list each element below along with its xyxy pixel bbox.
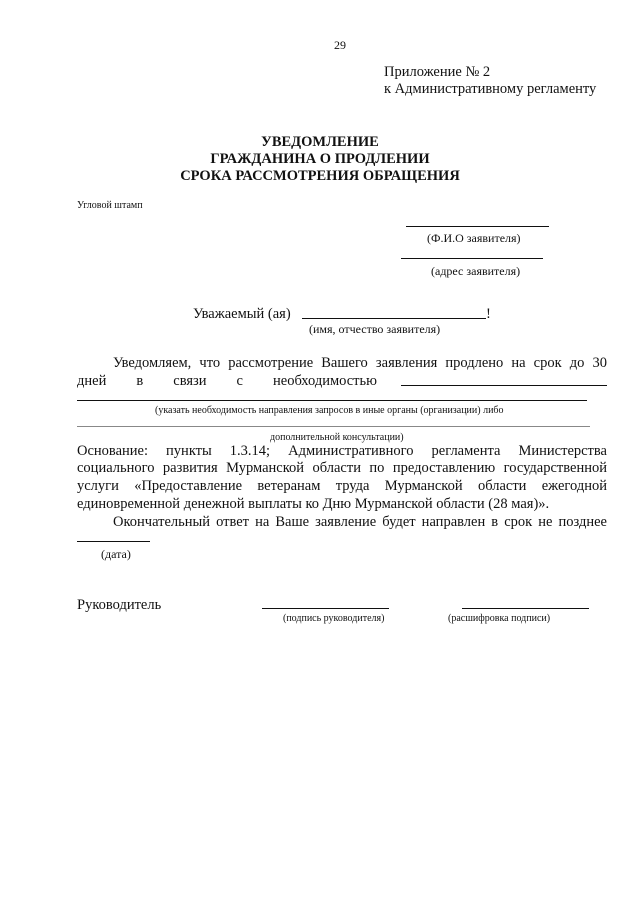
notice-word: в — [136, 373, 144, 389]
necessity-line — [401, 385, 607, 386]
greeting-exclamation: ! — [486, 306, 491, 322]
final-answer-line: Окончательный ответ на Ваше заявление будет направлен в срок не позднее — [113, 514, 607, 530]
date-line — [77, 541, 150, 542]
signature-decode-line — [462, 608, 589, 609]
appendix-line1: Приложение № 2 — [384, 64, 491, 80]
basis-line2: социального развития Мурманской области по предоставлению государственной — [77, 460, 607, 476]
notice-word: с — [236, 373, 243, 389]
date-caption: (дата) — [101, 547, 131, 561]
reason-caption: (указать необходимость направления запросов в иные органы (организации) либо — [155, 405, 504, 416]
page-number: 29 — [334, 38, 346, 52]
notice-line2 — [77, 372, 377, 390]
reason-line-2 — [77, 426, 590, 427]
notice-word: связи — [173, 373, 207, 389]
applicant-address-line — [401, 258, 543, 259]
title-line3: СРОКА РАССМОТРЕНИЯ ОБРАЩЕНИЯ — [180, 168, 460, 184]
signature-decode-caption: (расшифровка подписи) — [448, 613, 551, 624]
greeting-caption: (имя, отчество заявителя) — [309, 322, 441, 336]
applicant-address-caption: (адрес заявителя) — [431, 264, 521, 278]
title-line2: ГРАЖДАНИНА О ПРОДЛЕНИИ — [210, 151, 430, 167]
notice-word: дней — [77, 373, 107, 389]
reason-line — [77, 400, 587, 401]
greeting-text: Уважаемый (ая) — [193, 306, 291, 322]
signature-line — [262, 608, 389, 609]
corner-stamp-label: Угловой штамп — [77, 200, 143, 211]
applicant-name-caption: (Ф.И.О заявителя) — [427, 231, 521, 245]
basis-line3: услуги «Предоставление ветеранам труда Мурманской области ежегодной — [77, 478, 607, 494]
signature-caption: (подпись руководителя) — [283, 613, 385, 624]
basis-line1: Основание: пункты 1.3.14; Административного регламента Министерства — [77, 443, 607, 459]
notice-word: необходимостью — [273, 373, 377, 389]
reason-caption-2: дополнительной консультации) — [270, 432, 404, 443]
appendix-line2: к Административному регламенту — [384, 81, 597, 97]
notice-line1: Уведомляем, что рассмотрение Вашего заявления продлено на срок до 30 — [113, 355, 607, 371]
title-line1: УВЕДОМЛЕНИЕ — [261, 134, 379, 150]
greeting-name-line — [302, 318, 486, 319]
signature-role: Руководитель — [77, 597, 162, 613]
basis-line4: единовременной денежной выплаты ко Дню Мурманской области (28 мая)». — [77, 496, 550, 512]
applicant-name-line — [406, 226, 549, 227]
